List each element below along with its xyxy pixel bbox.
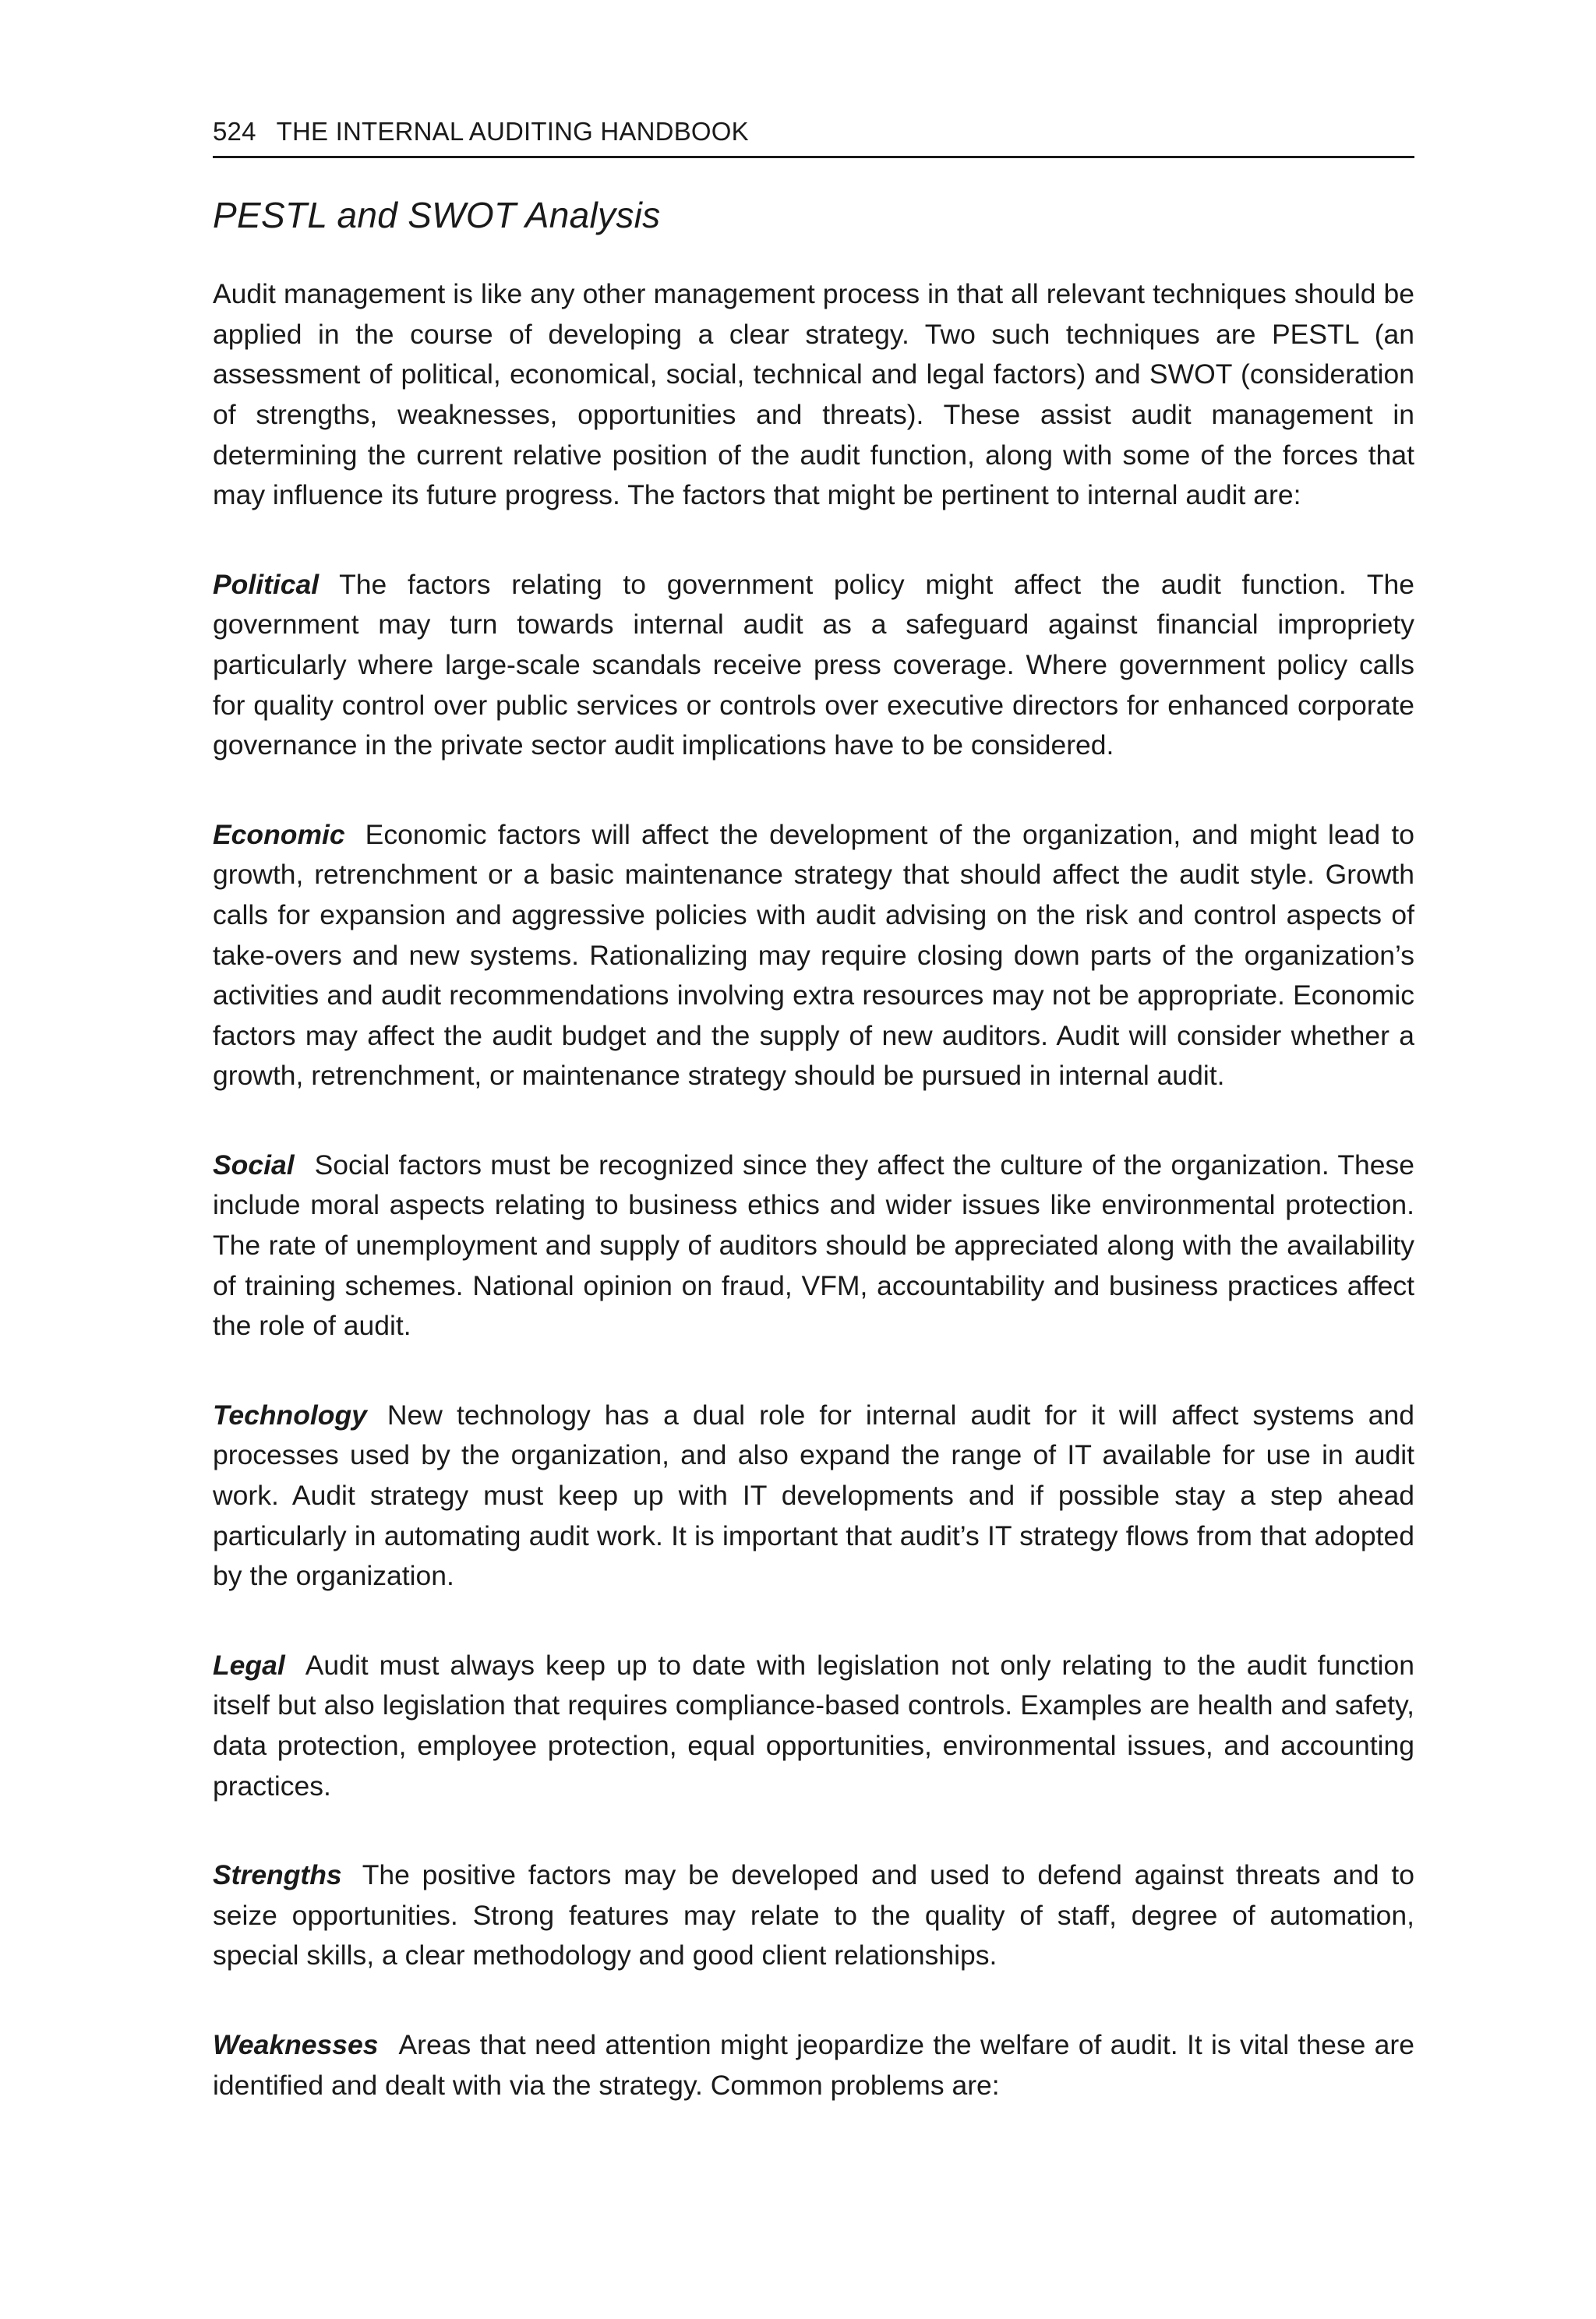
factor-legal [213, 1646, 1414, 1806]
running-title: THE INTERNAL AUDITING HANDBOOK [276, 117, 749, 146]
factor-text: Social factors must be recognized since they affect the culture of the organization. These include moral aspects relating to business ethics and wider issues like environmental protection. The rate of unemployment and supply of auditors should be appreciated along with the availability of training schemes. National opinion on fraud, VFM, accountability and business practices affect the role of audit. [213, 1149, 1414, 1342]
running-header [213, 117, 1414, 158]
factor-term: Economic [213, 818, 345, 850]
factor-text: New technology has a dual role for internal audit for it will affect systems and processes used by the organization, and also expand the range of IT available for use in audit work. Audit strategy must keep up with IT developments and if possible stay a step ahead particularly in automating audit work. It is important that audit’s IT strategy flows from that adopted by the organization. [213, 1399, 1414, 1592]
factor-text: The factors relating to government policy might affect the audit function. The government may turn towards internal audit as a safeguard against financial impropriety particularly where large-scale scandals receive press coverage. Where government policy calls for quality control over public services or controls over executive directors for enhanced corporate governance in the private sector audit implications have to be considered. [213, 568, 1414, 761]
factor-term: Weaknesses [213, 2028, 379, 2060]
factor-text: Economic factors will affect the development of the organization, and might lead to growth, retrenchment or a basic maintenance strategy that should affect the audit style. Growth calls for expansion and aggressive policies with audit advising on the risk and control aspects of take-overs and new systems. Rationalizing may require closing down parts of the organization’s activities and audit recommendations involving extra resources may not be appropriate. Economic factors may affect the audit budget and the supply of new auditors. Audit will consider whether a growth, retrenchment, or maintenance strategy should be pursued in internal audit. [213, 818, 1414, 1092]
factor-political [213, 565, 1414, 766]
factor-term: Strengths [213, 1859, 342, 1891]
factor-text: Audit must always keep up to date with legislation not only relating to the audit function itself but also legislation that requires compliance-based controls. Examples are health and safety, data protection, employee protection, equal opportunities, environmental issues, and accounting practices. [213, 1649, 1414, 1802]
factor-term: Political [213, 568, 320, 600]
factor-term: Technology [213, 1399, 367, 1431]
factor-text: Areas that need attention might jeopardize the welfare of audit. It is vital these are identified and dealt with via the strategy. Common problems are: [213, 2028, 1414, 2101]
factor-term: Social [213, 1149, 295, 1181]
section-title: PESTL and SWOT Analysis [213, 195, 661, 235]
factor-technology [213, 1396, 1414, 1597]
intro-paragraph: Audit management is like any other management process in that all relevant techniques should be applied in the course of developing a clear strategy. Two such techniques are PESTL (an assessment of political, economical, social, technical and legal factors) and SWOT (consideration of strengths, weaknesses, opportunities and threats). These assist audit management in determining the current relative position of the audit function, along with some of the forces that may influence its future progress. The factors that might be pertinent to internal audit are: [213, 278, 1414, 511]
factor-text: The positive factors may be developed and used to defend against threats and to seize opportunities. Strong features may relate to the quality of staff, degree of automation, special skills, a clear methodology and good client relationships. [213, 1859, 1414, 1971]
factor-strengths [213, 1855, 1414, 1976]
factor-term: Legal [213, 1649, 285, 1681]
book-page [213, 117, 1414, 2105]
factor-economic [213, 815, 1414, 1096]
page-number: 524 [213, 117, 256, 146]
factor-weaknesses [213, 2025, 1414, 2105]
factor-social [213, 1145, 1414, 1347]
